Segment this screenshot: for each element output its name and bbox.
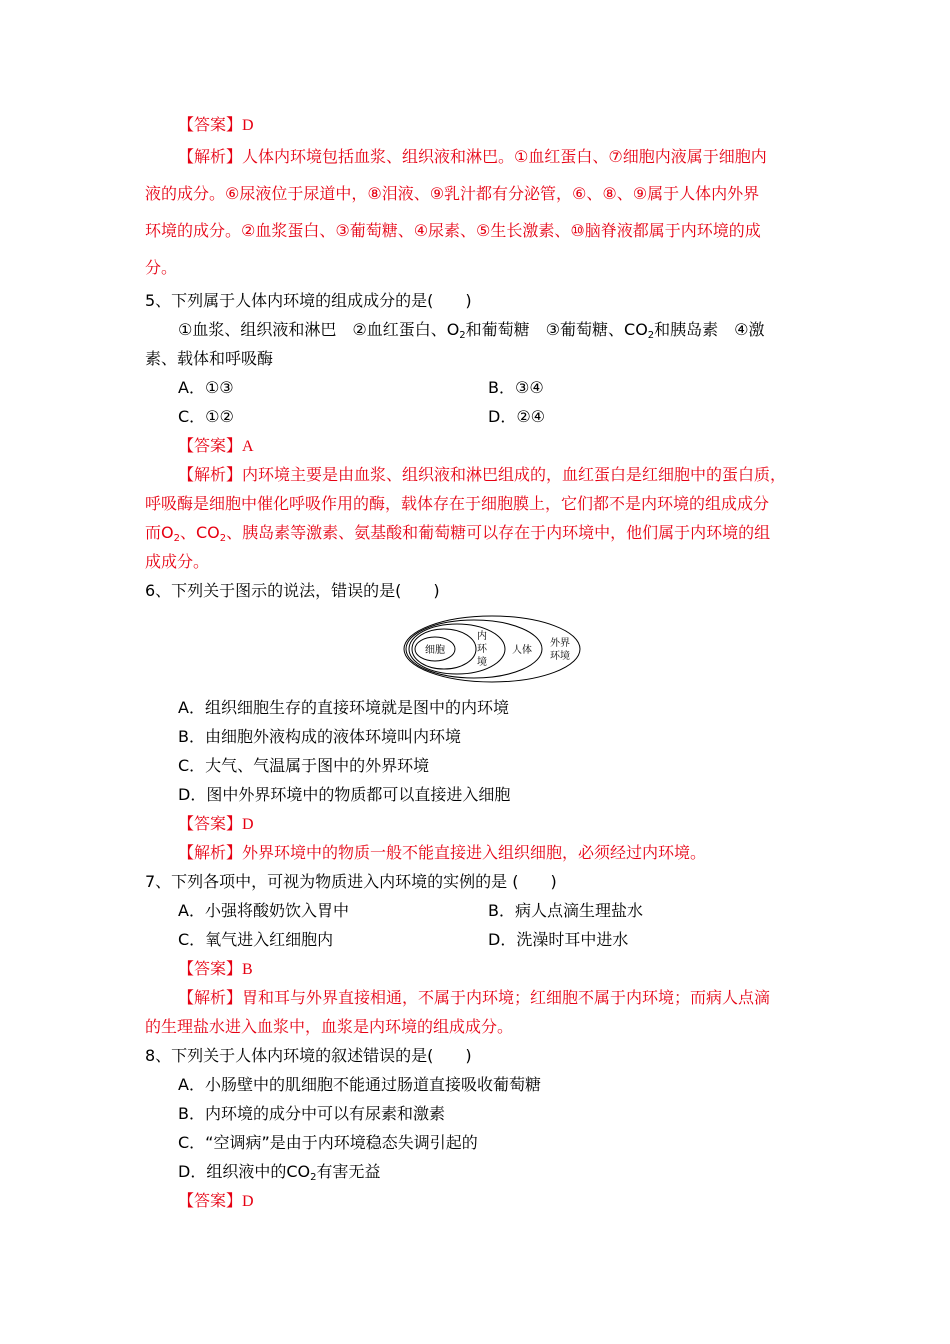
q5-items-line2: 素、载体和呼吸酶 [145, 349, 274, 368]
q5-stem: 5、下列属于人体内环境的组成成分的是( ) [145, 291, 472, 310]
q7-answer [178, 958, 253, 981]
answer-value: D [242, 816, 254, 833]
q5-option-a: A．①③ [178, 378, 234, 397]
answer-value: A [242, 438, 254, 455]
q5-analysis-line2: 呼吸酶是细胞中催化呼吸作用的酶，载体存在于细胞膜上，它们都不是内环境的组成成分 [145, 494, 770, 513]
q5-option-d: D．②④ [488, 407, 546, 426]
q8-option-a: A．小肠壁中的肌细胞不能通过肠道直接吸收葡萄糖 [178, 1075, 541, 1094]
analysis-text: 外界环境中的物质一般不能直接进入组织细胞，必须经过内环境。 [242, 843, 707, 862]
q7-option-a: A．小强将酸奶饮入胃中 [178, 901, 349, 920]
text: 、胰岛素等激素、氨基酸和葡萄糖可以存在于内环境中，他们属于内环境的组 [226, 523, 771, 542]
q4-analysis-line4: 分。 [145, 258, 178, 277]
q8-stem: 8、下列关于人体内环境的叙述错误的是( ) [145, 1046, 472, 1065]
subscript: 2 [647, 330, 655, 341]
q5-option-c: C．①② [178, 407, 234, 426]
q5-answer [178, 435, 254, 458]
q4-analysis-line3: 环境的成分。②血浆蛋白、③葡萄糖、④尿素、⑤生长激素、⑩脑脊液都属于内环境的成 [145, 221, 761, 240]
subscript: 2 [459, 330, 466, 341]
cell-label: 细胞 [425, 645, 445, 656]
q8-option-b: B．内环境的成分中可以有尿素和激素 [178, 1104, 445, 1123]
answer-label: 【答案】 [178, 959, 243, 978]
q6-option-d: D．图中外界环境中的物质都可以直接进入细胞 [178, 785, 511, 804]
q5-analysis-line3 [145, 522, 770, 544]
answer-label: 【答案】 [178, 436, 243, 455]
analysis-label: 【解析】 [178, 465, 243, 484]
q4-analysis-line1 [178, 146, 767, 168]
inner-env-label-2: 环 [477, 644, 487, 655]
q6-option-a: A．组织细胞生存的直接环境就是图中的内环境 [178, 698, 509, 717]
q6-option-c: C．大气、气温属于图中的外界环境 [178, 756, 430, 775]
q8-option-d [178, 1161, 380, 1183]
q6-stem: 6、下列关于图示的说法，错误的是( ) [145, 581, 440, 600]
answer-label: 【答案】 [178, 1191, 243, 1210]
outer-env-label-1: 外界 [550, 638, 570, 649]
q7-analysis-line2: 的生理盐水进入血浆中，血浆是内环境的组成成分。 [145, 1017, 514, 1036]
subscript: 2 [310, 1172, 317, 1183]
q7-option-c: C．氧气进入红细胞内 [178, 930, 334, 949]
body-label: 人体 [512, 645, 532, 656]
q5-analysis-line1 [178, 464, 786, 486]
q5-option-b: B．③④ [488, 378, 544, 397]
q5-analysis-line4: 成成分。 [145, 552, 210, 571]
subscript: 2 [219, 533, 227, 544]
q7-option-b: B．病人点滴生理盐水 [488, 901, 643, 920]
environment-diagram [402, 614, 582, 684]
analysis-label: 【解析】 [178, 147, 243, 166]
text: 、CO [179, 523, 220, 542]
text: 而O [145, 523, 174, 542]
q5-items-line1 [178, 319, 765, 341]
text: 和胰岛素 ④激 [654, 320, 765, 339]
inner-env-ellipse [409, 624, 505, 674]
analysis-label: 【解析】 [178, 988, 243, 1007]
answer-value: D [242, 117, 254, 134]
text: ①血浆、组织液和淋巴 ②血红蛋白、O [178, 320, 460, 339]
outer-env-label-2: 环境 [550, 651, 570, 662]
q7-option-d: D．洗澡时耳中进水 [488, 930, 629, 949]
answer-label: 【答案】 [178, 814, 243, 833]
q4-answer [178, 114, 254, 137]
subscript: 2 [173, 533, 180, 544]
inner-env-label-1: 内 [477, 631, 487, 642]
q8-answer [178, 1190, 254, 1213]
q6-option-b: B．由细胞外液构成的液体环境叫内环境 [178, 727, 461, 746]
q8-option-c: C．“空调病”是由于内环境稳态失调引起的 [178, 1133, 478, 1152]
text: 和葡萄糖 ③葡萄糖、CO [465, 320, 648, 339]
text: D．组织液中的CO [178, 1162, 311, 1181]
answer-label: 【答案】 [178, 115, 243, 134]
inner-env-label-3: 境 [477, 657, 487, 668]
q4-analysis-line2: 液的成分。⑥尿液位于尿道中，⑧泪液、⑨乳汁都有分泌管，⑥、⑧、⑨属于人体内外界 [145, 184, 760, 203]
q7-stem: 7、下列各项中，可视为物质进入内环境的实例的是 ( ) [145, 872, 557, 891]
analysis-text: 人体内环境包括血浆、组织液和淋巴。①血红蛋白、⑦细胞内液属于细胞内 [242, 147, 767, 166]
analysis-label: 【解析】 [178, 843, 243, 862]
answer-value: B [242, 961, 253, 978]
text: 有害无益 [316, 1162, 381, 1181]
q6-answer [178, 813, 254, 836]
analysis-text: 内环境主要是由血浆、组织液和淋巴组成的，血红蛋白是红细胞中的蛋白质， [242, 465, 787, 484]
q6-analysis [178, 842, 706, 864]
q7-analysis-line1 [178, 987, 770, 1009]
analysis-text: 胃和耳与外界直接相通，不属于内环境；红细胞不属于内环境；而病人点滴 [242, 988, 771, 1007]
answer-value: D [242, 1193, 254, 1210]
